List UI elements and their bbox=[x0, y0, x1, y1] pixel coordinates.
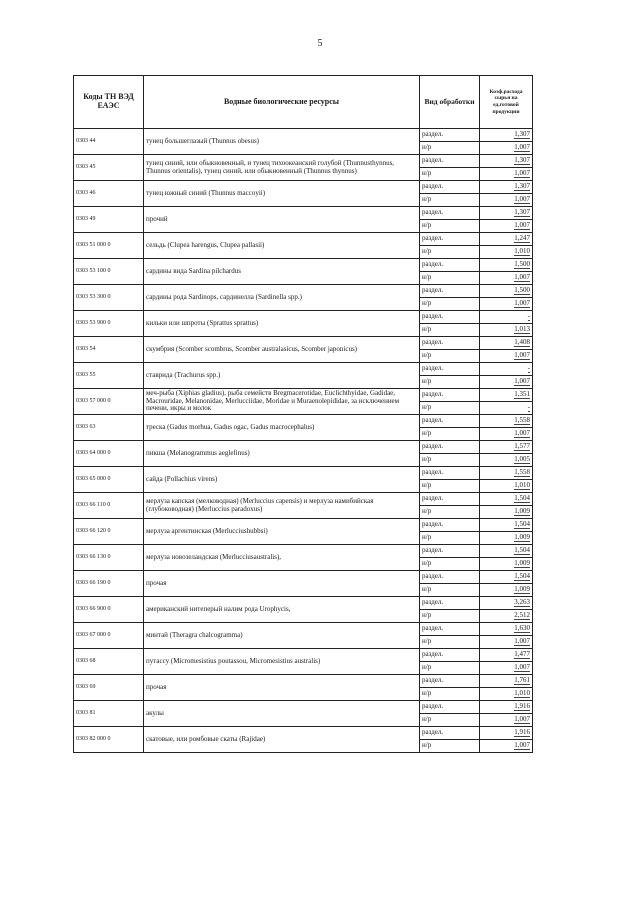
coefficient-cell bbox=[480, 675, 533, 688]
resource-name-cell: ставрида (Trachurus spp.) bbox=[144, 363, 420, 389]
coefficient-cell bbox=[480, 402, 533, 415]
coefficient-cell bbox=[480, 441, 533, 454]
resource-name-cell: минтай (Theragra chalcogramma) bbox=[144, 623, 420, 649]
coefficient-cell bbox=[480, 285, 533, 298]
hs-code-cell: 0303 66 190 0 bbox=[74, 571, 144, 597]
hs-code-cell: 0303 65 000 0 bbox=[74, 467, 144, 493]
coefficient-value: - bbox=[527, 312, 530, 321]
coefficient-value: 1,247 bbox=[514, 234, 530, 243]
processing-cell: н/р bbox=[420, 740, 480, 753]
coefficient-value: 1,010 bbox=[514, 247, 530, 256]
coefficient-cell bbox=[480, 350, 533, 363]
coefficient-value: 1,005 bbox=[514, 455, 530, 464]
processing-cell: н/р bbox=[420, 168, 480, 181]
hs-code-cell: 0303 53 300 0 bbox=[74, 285, 144, 311]
coefficient-cell bbox=[480, 532, 533, 545]
resource-name-cell: прочая bbox=[144, 675, 420, 701]
hs-code-cell: 0303 69 bbox=[74, 675, 144, 701]
processing-cell: н/р bbox=[420, 298, 480, 311]
processing-cell: н/р bbox=[420, 688, 480, 701]
hs-code-cell: 0303 57 000 0 bbox=[74, 389, 144, 415]
coefficient-cell bbox=[480, 363, 533, 376]
coefficient-cell bbox=[480, 545, 533, 558]
resource-name-cell: сардины вида Sardina pilchardus bbox=[144, 259, 420, 285]
resource-name-cell: тунец синий, или обыкновенный, и тунец тихоокеанский голубой (Thunnusthynnus, Thunnus orientalis), тунец синий, или обыкновенный (Thunnus thynnus) bbox=[144, 155, 420, 181]
coefficient-value: 1,010 bbox=[514, 689, 530, 698]
coefficient-value: 1,577 bbox=[514, 442, 530, 451]
hs-code-cell: 0303 66 120 0 bbox=[74, 519, 144, 545]
resource-name-cell: сайда (Pollachius virens) bbox=[144, 467, 420, 493]
hs-code-cell: 0303 55 bbox=[74, 363, 144, 389]
coefficient-cell bbox=[480, 480, 533, 493]
coefficient-cell bbox=[480, 428, 533, 441]
processing-cell: н/р bbox=[420, 506, 480, 519]
coefficient-value: 1,500 bbox=[514, 260, 530, 269]
hs-code-cell: 0303 45 bbox=[74, 155, 144, 181]
hs-code-cell: 0303 68 bbox=[74, 649, 144, 675]
table-row bbox=[74, 649, 533, 662]
header-processing: Вид обработки bbox=[420, 76, 480, 129]
processing-cell: н/р bbox=[420, 610, 480, 623]
coefficient-cell bbox=[480, 636, 533, 649]
processing-cell: н/р bbox=[420, 220, 480, 233]
coefficient-value: 1,007 bbox=[514, 351, 530, 360]
processing-cell: н/р bbox=[420, 246, 480, 259]
coefficient-cell bbox=[480, 467, 533, 480]
resource-name-cell: сардины рода Sardinops, сардинелла (Sardinella spp.) bbox=[144, 285, 420, 311]
coefficient-value: 1,009 bbox=[514, 507, 530, 516]
table-row bbox=[74, 623, 533, 636]
resource-name-cell: скумбрия (Scomber scombrus, Scomber australasicus, Scomber japonicus) bbox=[144, 337, 420, 363]
table-header-row bbox=[74, 76, 533, 129]
processing-cell: н/р bbox=[420, 194, 480, 207]
coefficient-value: 1,007 bbox=[514, 143, 530, 152]
coefficient-cell bbox=[480, 298, 533, 311]
coefficient-cell bbox=[480, 688, 533, 701]
processing-cell: раздел. bbox=[420, 181, 480, 194]
table-row bbox=[74, 181, 533, 194]
coefficient-cell bbox=[480, 714, 533, 727]
resource-name-cell: тунец большеглазый (Thunnus obesus) bbox=[144, 129, 420, 155]
table-row bbox=[74, 415, 533, 428]
resource-name-cell: путассу (Micromesistius poutassou, Micromesistius australis) bbox=[144, 649, 420, 675]
coefficient-value: 1,009 bbox=[514, 585, 530, 594]
hs-code-cell: 0303 54 bbox=[74, 337, 144, 363]
coefficient-value: 1,351 bbox=[514, 390, 530, 399]
processing-cell: н/р bbox=[420, 714, 480, 727]
processing-cell: н/р bbox=[420, 584, 480, 597]
coefficient-value: 1,504 bbox=[514, 520, 530, 529]
hs-code-cell: 0303 53 100 0 bbox=[74, 259, 144, 285]
processing-cell: н/р bbox=[420, 402, 480, 415]
processing-cell: раздел. bbox=[420, 597, 480, 610]
coefficient-cell bbox=[480, 142, 533, 155]
processing-cell: раздел. bbox=[420, 571, 480, 584]
coefficient-value: 1,007 bbox=[514, 221, 530, 230]
coefficient-value: 1,504 bbox=[514, 572, 530, 581]
processing-cell: н/р bbox=[420, 324, 480, 337]
coefficient-cell bbox=[480, 389, 533, 402]
coefficient-value: 1,558 bbox=[514, 416, 530, 425]
resource-name-cell: сельдь (Clupea harengus, Clupea pallasii) bbox=[144, 233, 420, 259]
coefficient-cell bbox=[480, 454, 533, 467]
coefficient-value: 1,007 bbox=[514, 273, 530, 282]
processing-cell: раздел. bbox=[420, 623, 480, 636]
processing-cell: раздел. bbox=[420, 675, 480, 688]
processing-cell: н/р bbox=[420, 532, 480, 545]
processing-cell: раздел. bbox=[420, 311, 480, 324]
table-row bbox=[74, 389, 533, 402]
coefficient-value: 1,307 bbox=[514, 182, 530, 191]
hs-code-cell: 0303 46 bbox=[74, 181, 144, 207]
resource-name-cell: прочая bbox=[144, 571, 420, 597]
coefficient-cell bbox=[480, 662, 533, 675]
processing-cell: раздел. bbox=[420, 441, 480, 454]
processing-cell: н/р bbox=[420, 428, 480, 441]
hs-code-cell: 0303 49 bbox=[74, 207, 144, 233]
hs-code-cell: 0303 82 000 0 bbox=[74, 727, 144, 753]
coefficient-value: 1,007 bbox=[514, 715, 530, 724]
processing-cell: раздел. bbox=[420, 727, 480, 740]
processing-cell: раздел. bbox=[420, 129, 480, 142]
hs-code-cell: 0303 53 900 0 bbox=[74, 311, 144, 337]
resource-name-cell: акулы bbox=[144, 701, 420, 727]
resource-name-cell: мерлуза новозеландская (Merlucciusaustralis), bbox=[144, 545, 420, 571]
table-row bbox=[74, 363, 533, 376]
coefficient-value: 1,007 bbox=[514, 637, 530, 646]
table-row bbox=[74, 493, 533, 506]
coefficient-cell bbox=[480, 311, 533, 324]
processing-cell: раздел. bbox=[420, 363, 480, 376]
coefficient-value: 1,500 bbox=[514, 286, 530, 295]
coefficient-cell bbox=[480, 168, 533, 181]
header-code: Коды ТН ВЭД ЕАЭС bbox=[74, 76, 144, 129]
coefficient-cell bbox=[480, 337, 533, 350]
table-row bbox=[74, 337, 533, 350]
hs-code-cell: 0303 66 900 0 bbox=[74, 597, 144, 623]
processing-cell: н/р bbox=[420, 376, 480, 389]
coefficient-value: 1,009 bbox=[514, 533, 530, 542]
processing-cell: раздел. bbox=[420, 519, 480, 532]
processing-cell: раздел. bbox=[420, 259, 480, 272]
coefficient-value: 1,007 bbox=[514, 429, 530, 438]
coefficient-cell bbox=[480, 584, 533, 597]
coefficient-value: 2,512 bbox=[514, 611, 530, 620]
coefficient-cell bbox=[480, 155, 533, 168]
table-row bbox=[74, 155, 533, 168]
coefficient-cell bbox=[480, 740, 533, 753]
coefficient-cell bbox=[480, 649, 533, 662]
table-row bbox=[74, 545, 533, 558]
hs-code-cell: 0303 44 bbox=[74, 129, 144, 155]
hs-code-cell: 0303 66 110 0 bbox=[74, 493, 144, 519]
table-row bbox=[74, 597, 533, 610]
processing-cell: раздел. bbox=[420, 649, 480, 662]
processing-cell: раздел. bbox=[420, 233, 480, 246]
coefficient-value: - bbox=[527, 364, 530, 373]
hs-code-cell: 0303 64 000 0 bbox=[74, 441, 144, 467]
hs-code-cell: 0303 66 130 0 bbox=[74, 545, 144, 571]
coefficient-value: 1,477 bbox=[514, 650, 530, 659]
page-number: 5 bbox=[317, 38, 323, 49]
table-row bbox=[74, 259, 533, 272]
hs-code-cell: 0303 81 bbox=[74, 701, 144, 727]
coefficient-value: - bbox=[527, 403, 530, 412]
resource-name-cell: скатовые, или ромбовые скаты (Rajidae) bbox=[144, 727, 420, 753]
table-row bbox=[74, 727, 533, 740]
coefficient-cell bbox=[480, 701, 533, 714]
resource-name-cell: пикша (Melanogrammus aeglefinus) bbox=[144, 441, 420, 467]
coefficient-cell bbox=[480, 376, 533, 389]
coefficient-value: 1,761 bbox=[514, 676, 530, 685]
processing-cell: раздел. bbox=[420, 701, 480, 714]
coefficient-cell bbox=[480, 220, 533, 233]
coefficient-value: 1,010 bbox=[514, 481, 530, 490]
coefficient-value: 1,558 bbox=[514, 468, 530, 477]
resource-name-cell: меч-рыба (Xiphias gladius), рыба семейств Bregmacerotidae, Euclichthyidae, Gadidae, Macrouridae, Melanonidae, Merlucciidae, Moridae и Muraenolepididae, за исключением печени, икры и молок bbox=[144, 389, 420, 415]
coefficient-value: 1,007 bbox=[514, 741, 530, 750]
coefficient-value: 1,916 bbox=[514, 702, 530, 711]
processing-cell: раздел. bbox=[420, 207, 480, 220]
coefficient-value: 1,504 bbox=[514, 494, 530, 503]
table-row bbox=[74, 311, 533, 324]
coefficient-value: 1,009 bbox=[514, 559, 530, 568]
coefficient-value: 1,307 bbox=[514, 130, 530, 139]
coefficient-value: 1,013 bbox=[514, 325, 530, 334]
coefficients-table bbox=[73, 75, 533, 753]
table-row bbox=[74, 233, 533, 246]
coefficient-value: 1,007 bbox=[514, 299, 530, 308]
coefficient-cell bbox=[480, 233, 533, 246]
coefficient-value: 1,307 bbox=[514, 208, 530, 217]
header-coefficient: Коэф.расхода сырья на ед.готовой продукции bbox=[480, 76, 533, 129]
processing-cell: раздел. bbox=[420, 389, 480, 402]
coefficient-cell bbox=[480, 324, 533, 337]
coefficient-cell bbox=[480, 727, 533, 740]
resource-name-cell: мерлуза аргентинская (Merlucciushubbsi) bbox=[144, 519, 420, 545]
coefficient-cell bbox=[480, 519, 533, 532]
table-row bbox=[74, 207, 533, 220]
coefficient-cell bbox=[480, 181, 533, 194]
processing-cell: н/р bbox=[420, 272, 480, 285]
processing-cell: раздел. bbox=[420, 285, 480, 298]
table-row bbox=[74, 467, 533, 480]
coefficient-cell bbox=[480, 259, 533, 272]
resource-name-cell: мерлуза капская (мелководная) (Merluccius capensis) и мерлуза намибийская (глубоководная) (Merluccius paradoxus) bbox=[144, 493, 420, 519]
resource-name-cell: треска (Gadus morhua, Gadus ogac, Gadus macrocephalus) bbox=[144, 415, 420, 441]
processing-cell: раздел. bbox=[420, 545, 480, 558]
processing-cell: раздел. bbox=[420, 415, 480, 428]
coefficient-cell bbox=[480, 623, 533, 636]
table-row bbox=[74, 129, 533, 142]
coefficient-cell bbox=[480, 194, 533, 207]
coefficient-value: 1,307 bbox=[514, 156, 530, 165]
table-row bbox=[74, 571, 533, 584]
coefficient-cell bbox=[480, 272, 533, 285]
coefficient-cell bbox=[480, 597, 533, 610]
coefficient-cell bbox=[480, 415, 533, 428]
processing-cell: раздел. bbox=[420, 337, 480, 350]
coefficient-value: 1,916 bbox=[514, 728, 530, 737]
processing-cell: раздел. bbox=[420, 467, 480, 480]
table-body bbox=[74, 129, 533, 753]
processing-cell: н/р bbox=[420, 636, 480, 649]
coefficient-cell bbox=[480, 246, 533, 259]
processing-cell: н/р bbox=[420, 454, 480, 467]
table-row bbox=[74, 519, 533, 532]
hs-code-cell: 0303 51 000 0 bbox=[74, 233, 144, 259]
coefficient-cell bbox=[480, 571, 533, 584]
coefficient-value: 1,007 bbox=[514, 663, 530, 672]
coefficient-cell bbox=[480, 506, 533, 519]
coefficient-value: 1,007 bbox=[514, 195, 530, 204]
coefficient-cell bbox=[480, 207, 533, 220]
coefficient-cell bbox=[480, 558, 533, 571]
coefficient-value: 1,630 bbox=[514, 624, 530, 633]
coefficient-value: 1,408 bbox=[514, 338, 530, 347]
table-row bbox=[74, 285, 533, 298]
processing-cell: раздел. bbox=[420, 493, 480, 506]
hs-code-cell: 0303 63 bbox=[74, 415, 144, 441]
coefficient-cell bbox=[480, 610, 533, 623]
processing-cell: н/р bbox=[420, 142, 480, 155]
coefficient-cell bbox=[480, 129, 533, 142]
resource-name-cell: тунец южный синий (Thunnus maccoyii) bbox=[144, 181, 420, 207]
processing-cell: н/р bbox=[420, 662, 480, 675]
coefficient-value: 1,504 bbox=[514, 546, 530, 555]
coefficient-value: 3,263 bbox=[514, 598, 530, 607]
hs-code-cell: 0303 67 000 0 bbox=[74, 623, 144, 649]
resource-name-cell: прочий bbox=[144, 207, 420, 233]
coefficient-cell bbox=[480, 493, 533, 506]
processing-cell: раздел. bbox=[420, 155, 480, 168]
header-resource: Водные биологические ресурсы bbox=[144, 76, 420, 129]
resource-name-cell: американский нитеперый налим рода Urophycis, bbox=[144, 597, 420, 623]
table-row bbox=[74, 441, 533, 454]
table-row bbox=[74, 675, 533, 688]
resource-name-cell: кильки или шпроты (Sprattus sprattus) bbox=[144, 311, 420, 337]
processing-cell: н/р bbox=[420, 480, 480, 493]
coefficient-value: 1,007 bbox=[514, 377, 530, 386]
processing-cell: н/р bbox=[420, 350, 480, 363]
processing-cell: н/р bbox=[420, 558, 480, 571]
table-row bbox=[74, 701, 533, 714]
coefficient-value: 1,007 bbox=[514, 169, 530, 178]
